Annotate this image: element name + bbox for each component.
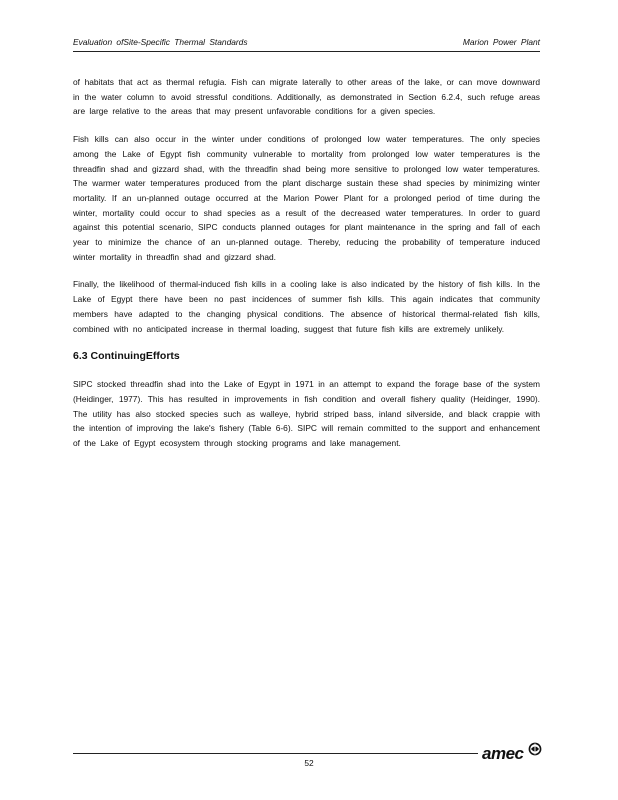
paragraph-winter-fish-kills: Fish kills can also occur in the winter under conditions of prolonged low water temperatures. The only species among the Lake of Egypt fish community vulnerable to mortality from prolonged low water temperatures is the threadfin shad and gizzard shad, with the threadfin shad being more sensitive to prolonged low water temperatures. The warmer water temperatures produced from the plant discharge sustain these shad species by minimizing winter mortality. If an un-planned outage occurred at the Marion Power Plant for a prolonged period of time during the winter, mortality could occur to shad species as a result of the decreased water temperatures. In order to guard against this potential scenario, SIPC conducts planned outages for plant maintenance in the spring and fall of each year to minimize the chance of an un-planned outage. Thereby, reducing the probability of temperature induced winter mortality in threadfin shad and gizzard shad. xyxy=(73,134,540,262)
logo-text: amec xyxy=(482,744,524,763)
paragraph-thermal-refugia: of habitats that act as thermal refugia. Fish can migrate laterally to other areas of the lake, or can move downward in the water column to avoid stressful conditions. Additionally, as demonstrated in Section 6.2.4, such refuge areas are large relative to the areas that may present unfavorable conditions for a given species. xyxy=(73,77,540,117)
amec-logo xyxy=(482,742,544,766)
footer-divider xyxy=(73,753,478,754)
section-heading: 6.3 ContinuingEfforts xyxy=(73,350,180,363)
page-number: 52 xyxy=(304,758,314,768)
amec-globe-icon xyxy=(528,742,542,756)
header-plant-name: Marion Power Plant xyxy=(462,37,540,47)
header-document-title: Evaluation ofSite-Specific Thermal Standards xyxy=(73,37,248,47)
paragraph-stocking-efforts: SIPC stocked threadfin shad into the Lake of Egypt in 1971 in an attempt to expand the forage base of the system (Heidinger, 1977). This has resulted in improvements in fish condition and overall fishery quality (Heidinger, 1990). The utility has also stocked species such as walleye, hybrid striped bass, inland silverside, and black crappie with the intention of improving the lake's fishery (Table 6-6). SIPC will remain committed to the support and enhancement of the Lake of Egypt ecosystem through stocking programs and lake management. xyxy=(73,379,540,449)
paragraph-fish-kill-history: Finally, the likelihood of thermal-induced fish kills in a cooling lake is also indicated by the history of fish kills. In the Lake of Egypt there have been no past incidences of summer fish kills. This again indicates that community members have adapted to the changing physical conditions. The absence of historical thermal-related fish kills, combined with no anticipated increase in thermal loading, suggest that future fish kills are extremely unlikely. xyxy=(73,279,540,334)
document-body xyxy=(73,75,540,464)
page-header xyxy=(73,37,540,52)
